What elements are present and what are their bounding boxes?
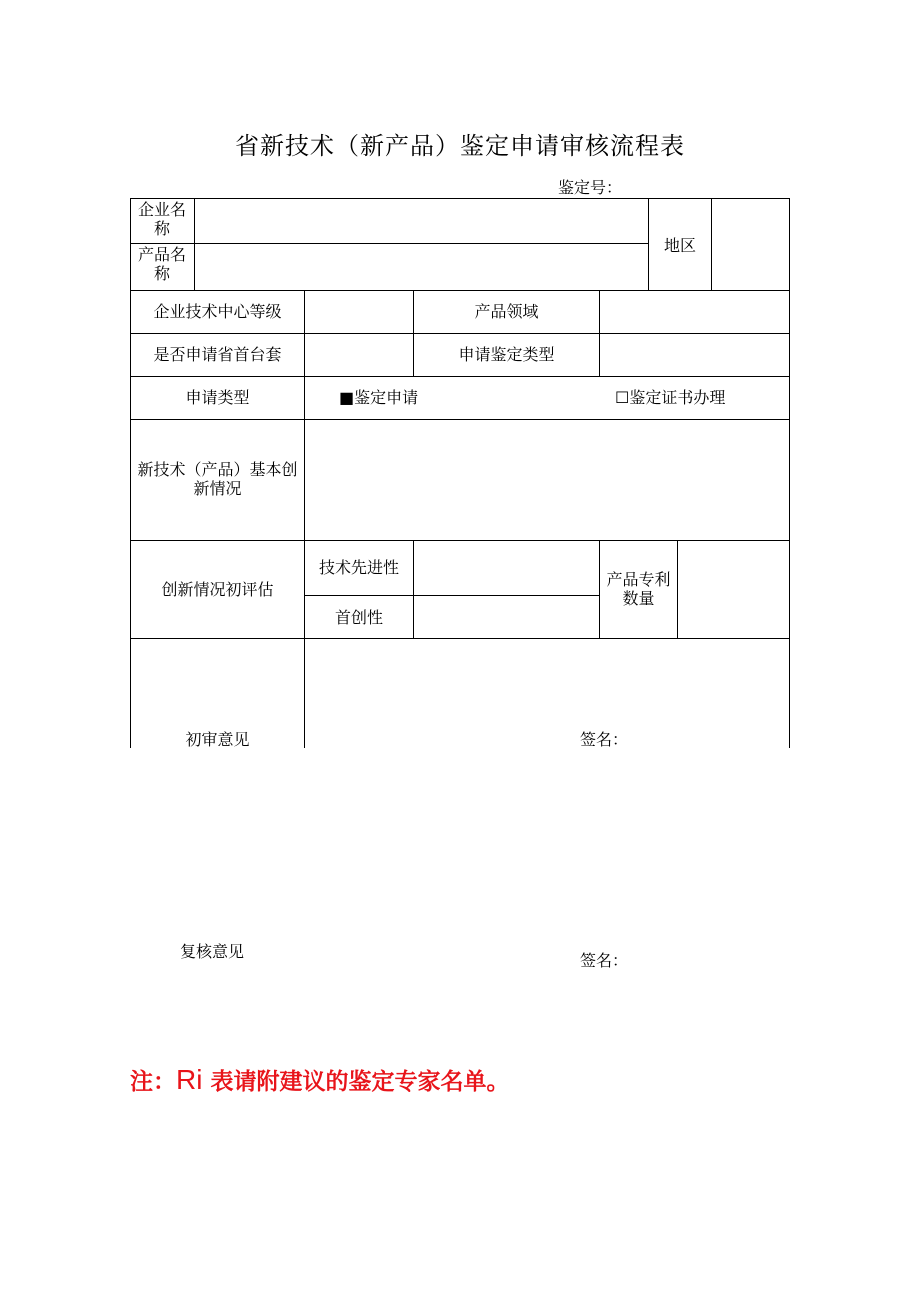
product-field-field[interactable] [601,292,788,332]
originality-label: 首创性 [334,608,383,627]
tech-advancement-field[interactable] [415,542,598,594]
first-review-signature-label: 签名： [580,730,629,749]
product-name-field[interactable] [196,245,646,289]
appraisal-type-field[interactable] [601,335,788,375]
first-set-field[interactable] [306,335,412,375]
company-name-label: 企业名称 [137,200,186,238]
option-appraisal-checkbox[interactable]: ■鉴定申请 [339,388,419,407]
footnote [130,1063,509,1096]
appraisal-type-label: 申请鉴定类型 [458,345,555,364]
region-label: 地区 [663,236,696,255]
application-type-label: 申请类型 [185,388,250,407]
first-review-field[interactable] [306,640,788,746]
tech-center-level-label: 企业技术中心等级 [153,302,282,321]
re-review-label: 复核意见 [180,942,245,961]
tech-advancement-label: 技术先进性 [318,558,399,577]
innovation-basic-field[interactable] [306,421,788,539]
first-review-label: 初审意见 [185,730,250,749]
tech-center-level-field[interactable] [306,292,412,332]
innovation-basic-label: 新技术（产品）基本创新情况 [137,460,298,498]
product-name-label: 产品名称 [137,245,186,283]
first-set-label: 是否申请省首台套 [153,345,282,364]
region-field[interactable] [713,200,788,289]
appraisal-number-label: 鉴定号： [558,178,623,197]
patent-count-field[interactable] [679,542,788,637]
re-review-signature-label: 签名： [580,951,629,970]
patent-count-label: 产品专利数量 [606,570,671,608]
company-name-field[interactable] [196,200,646,242]
product-field-label: 产品领域 [474,302,539,321]
originality-field[interactable] [415,597,598,637]
footnote-text: 表请附建议的鉴定专家名单。 [202,1069,510,1095]
footnote-code: Ri [176,1064,203,1095]
initial-evaluation-label: 创新情况初评估 [161,580,274,599]
page-title: 省新技术（新产品）鉴定申请审核流程表 [235,132,685,160]
option-certificate-checkbox[interactable]: ☐鉴定证书办理 [615,388,726,407]
footnote-prefix: 注： [130,1069,176,1095]
